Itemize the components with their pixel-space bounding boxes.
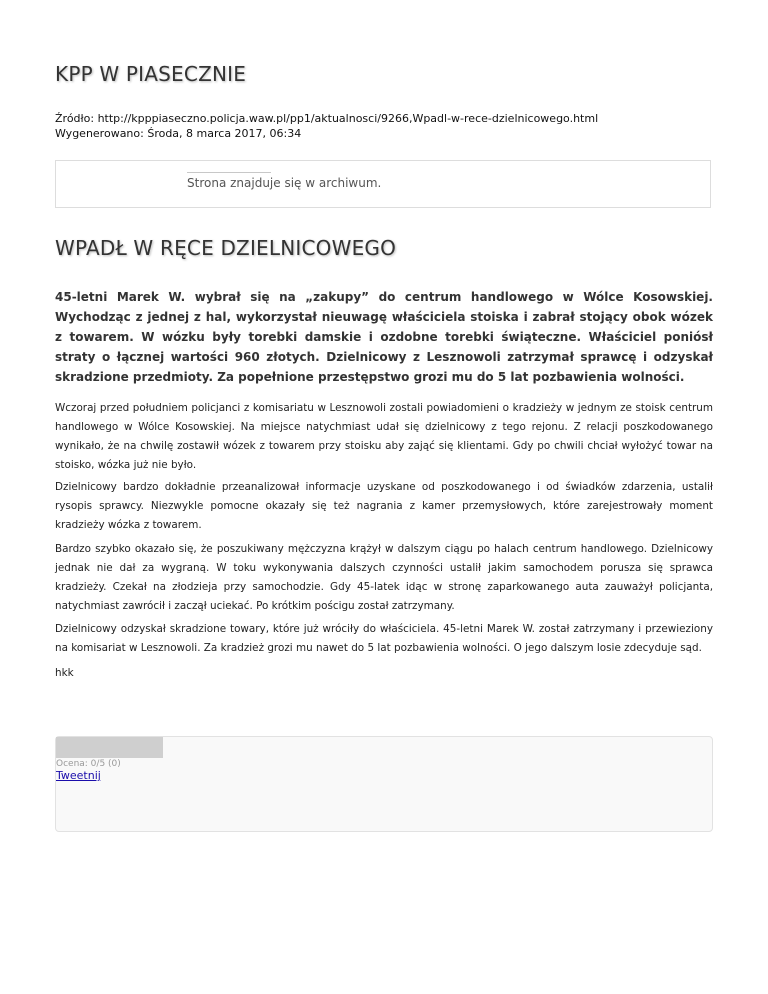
rating-stars[interactable]	[56, 737, 163, 758]
generated-date: Wygenerowano: Środa, 8 marca 2017, 06:34	[55, 127, 302, 140]
article-paragraph: Bardzo szybko okazało się, że poszukiwany mężczyzna krążył w dalszym ciągu po halach centrum handlowego. Dzielnicowy jednak nie dał za wygraną. W toku wykonywania dalszych czynności ustalił jakim samochodem porusza się sprawca kradzieży. Czekał na złodzieja przy samochodzie. Gdy 45-latek idąc w stronę zaparkowanego auta zauważył policjanta, natychmiast zawrócił i zaczął uciekać. Po krótkim pościgu został zatrzymany.	[55, 543, 713, 612]
article-paragraph: Dzielnicowy odzyskał skradzione towary, które już wróciły do właściciela. 45-letni Marek W. został zatrzymany i przewieziony na komisariat w Lesznowoli. Za kradzież grozi mu nawet do 5 lat pozbawienia wolności. O jego dalszym losie zdecyduje sąd.	[55, 623, 713, 654]
article-lead: 45-letni Marek W. wybrał się na „zakupy” do centrum handlowego w Wólce Kosowskiej. Wychodząc z jednej z hal, wykorzystał nieuwagę właściciela stoiska i zabrał stojący obok wózek z towarem. W wózku były torebki damskie i ozdobne torebki świąteczne. Właściciel poniósł straty o łącznej wartości 960 złotych. Dzielnicowy z Lesznowoli zatrzymał sprawcę i odzyskał skradzione przedmioty. Za popełnione przestępstwo grozi mu do 5 lat pozbawienia wolności.	[55, 290, 713, 384]
source-url: Źródło: http://kpppiaseczno.policja.waw.pl/pp1/aktualnosci/9266,Wpadl-w-rece-dzielnicowego.html	[55, 112, 599, 125]
article-paragraph: Dzielnicowy bardzo dokładnie przeanalizował informacje uzyskane od poszkodowanego i od świadków zdarzenia, ustalił rysopis sprawcy. Niezwykle pomocne okazały się też nagrania z kamer przemysłowych, które zarejestrowały moment kradzieży wózka z towarem.	[55, 481, 713, 531]
source-meta	[55, 111, 598, 141]
archive-notice: Strona znajduje się w archiwum.	[187, 176, 382, 190]
article-title: WPADŁ W RĘCE DZIELNICOWEGO	[55, 236, 397, 260]
article-paragraph: Wczoraj przed południem policjanci z komisariatu w Lesznowoli zostali powiadomieni o kradzieży w jednym ze stoisk centrum handlowego w Wólce Kosowskiej. Na miejsce natychmiast udał się dzielnicowy z tego rejonu. Z relacji poszkodowanego wynikało, że na chwilę zostawił wózek z towarem przy stoisku aby zająć się klientami. Gdy po chwili chciał wyłożyć towar na stoisko, wózka już nie było.	[55, 402, 713, 471]
site-title: KPP W PIASECZNIE	[55, 62, 247, 86]
tweet-link[interactable]: Tweetnij	[56, 769, 101, 782]
archive-notice-box	[55, 160, 711, 208]
archive-divider	[187, 172, 271, 173]
author-signature: hkk	[55, 667, 74, 679]
rating-text: Ocena: 0/5 (0)	[56, 759, 121, 769]
article-footer	[55, 736, 713, 832]
